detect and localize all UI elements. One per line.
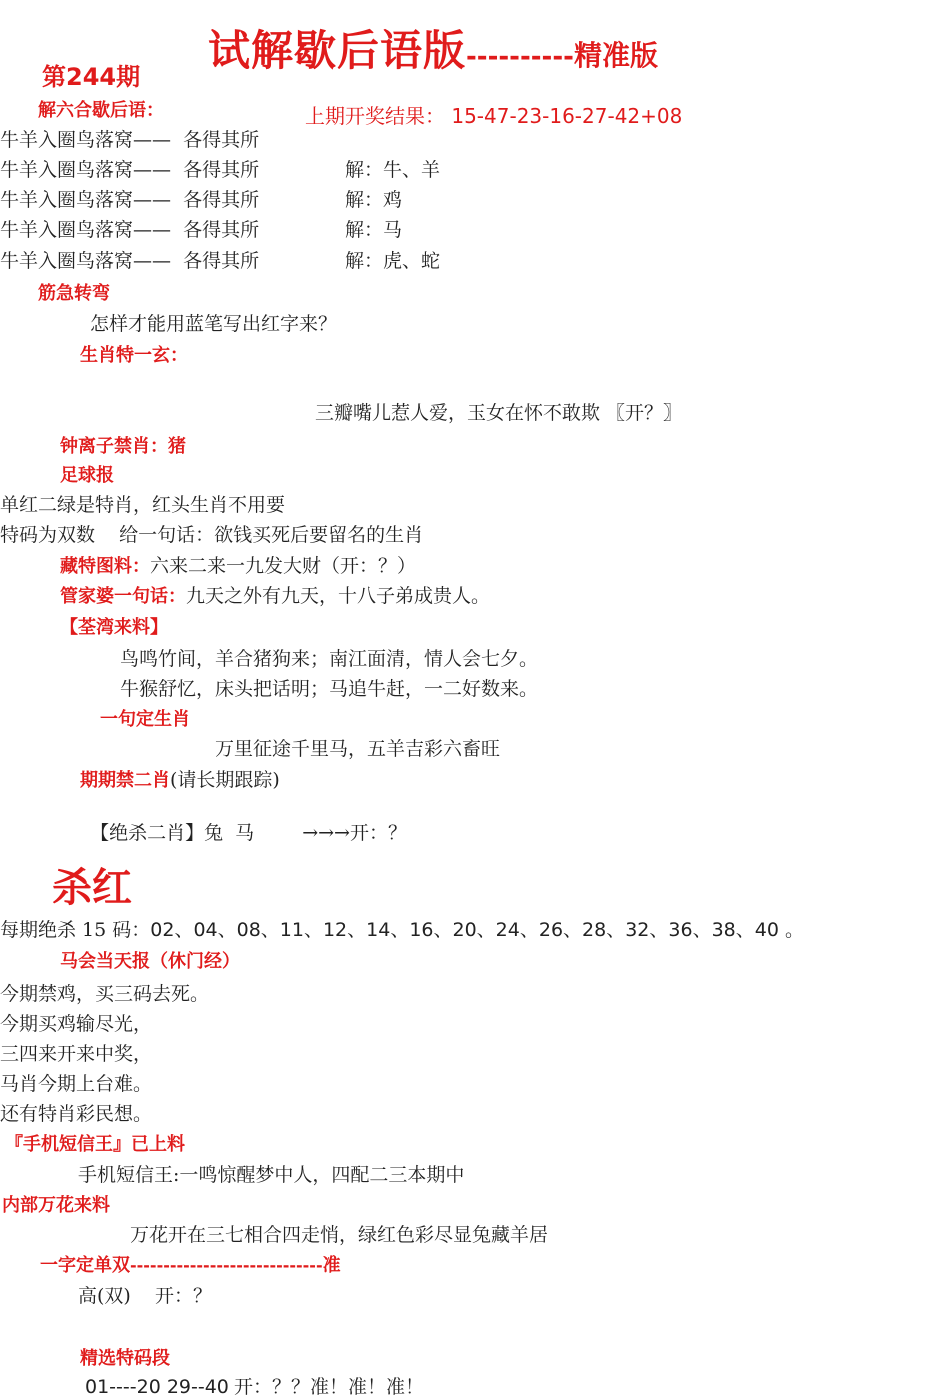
one-sentence-text: 万里征途千里马，五羊吉彩六畜旺 (215, 738, 501, 760)
proverb-solution: 解：马 (345, 219, 403, 241)
cangte-row (60, 551, 416, 578)
proverb-line (0, 125, 259, 152)
guanjiapo-label: 管家婆一句话： (60, 586, 186, 607)
football-line: 特码为双数 给一句话：欲钱买死后要留名的生肖 (0, 524, 424, 546)
proverb-line (0, 215, 259, 242)
danshuang-suffix: 准 (322, 1255, 341, 1276)
cangte-label: 藏特图料： (60, 556, 150, 577)
guanjiapo-text: 九天之外有九天，十八子弟成贵人。 (186, 585, 491, 607)
proverb-answer: 各得其所 (183, 250, 260, 272)
title-dashes: ---------- (466, 42, 574, 72)
kill-red-heading: 杀红 (52, 865, 132, 911)
title-suffix: 精准版 (573, 39, 658, 72)
wanhua-heading: 内部万花来料 (2, 1195, 110, 1216)
horse-news-line: 三四来开来中奖， (0, 1043, 153, 1065)
tema-range: 01----20 29--40 (85, 1376, 229, 1398)
brain-teaser-question: 怎样才能用蓝笔写出红字来？ (90, 313, 338, 335)
proverb-answer: 各得其所 (183, 129, 260, 151)
guanjiapo-row (60, 581, 490, 608)
quanwan-heading: 【荃湾来料】 (60, 617, 168, 638)
kill-red-label: 每期绝杀 15 码： (0, 919, 151, 941)
football-heading: 足球报 (60, 465, 114, 486)
horse-news-line: 今期禁鸡，买三码去死。 (0, 983, 210, 1005)
section-heading-proverb: 解六合歇后语： (38, 100, 164, 121)
zhonglizi-ban: 钟离子禁肖：猪 (60, 436, 186, 457)
danshuang-row (40, 1251, 341, 1277)
two-ban-note: (请长期跟踪) (170, 769, 280, 791)
page-title-row (208, 18, 658, 78)
two-ban-row (80, 765, 280, 792)
proverb-line (0, 185, 259, 212)
brain-teaser-heading: 筋急转弯 (38, 283, 110, 304)
horse-news-line: 还有特肖彩民想。 (0, 1103, 153, 1125)
horse-news-line: 今期买鸡输尽光， (0, 1013, 153, 1035)
kill-two-label: 【绝杀二肖】兔 马 (90, 822, 255, 844)
proverb-solution: 解：虎、蛇 (345, 250, 441, 272)
kill-two-row (78, 796, 407, 845)
kill-two-arrows: →→→开：？ (302, 822, 407, 844)
quanwan-line: 鸟鸣竹间，羊合猪狗来；南江面清，情人会七夕。 (120, 648, 539, 670)
danshuang-dashes: ----------------------------- (130, 1256, 323, 1275)
tema-heading: 精选特码段 (80, 1348, 170, 1369)
page-title: 试解歇后语版 (208, 26, 467, 75)
wanhua-text: 万花开在三七相合四走悄，绿红色彩尽显兔藏羊居 (130, 1224, 549, 1246)
proverb-solution: 解：鸡 (345, 189, 403, 211)
sms-king-text: 手机短信王:一鸣惊醒梦中人，四配二三本期中 (78, 1164, 465, 1186)
sms-king-heading: 『手机短信王』已上料 (5, 1134, 185, 1155)
horse-news-heading: 马会当天报（休门经） (60, 951, 240, 972)
proverb-answer: 各得其所 (183, 159, 260, 181)
proverb-answer: 各得其所 (183, 189, 260, 211)
zodiac-mystery-heading: 生肖特一玄： (80, 345, 188, 366)
tema-tail: 开：？？准！准！准！ (233, 1376, 424, 1398)
cangte-text: 六来二来一九发大财（开：？） (150, 555, 417, 577)
proverb-line (0, 155, 259, 182)
proverb-solution: 解：牛、羊 (345, 159, 441, 181)
football-line: 单红二绿是特肖，红头生肖不用要 (0, 494, 286, 516)
proverb-text: 牛羊入圈鸟落窝—— (0, 129, 172, 151)
horse-news-line: 马肖今期上台难。 (0, 1073, 153, 1095)
two-ban-heading: 期期禁二肖 (80, 770, 170, 791)
quanwan-line: 牛猴舒忆，床头把话明；马追牛赶，一二好数来。 (120, 678, 539, 700)
proverb-text: 牛羊入圈鸟落窝—— (0, 189, 172, 211)
issue-number: 第244期 (42, 63, 141, 91)
danshuang-heading: 一字定单双 (40, 1255, 130, 1276)
kill-red-numbers: 02、04、08、11、12、14、16、20、24、26、28、32、36、38、40 。 (150, 919, 804, 941)
kill-red-row (0, 915, 804, 942)
last-result-value: 15-47-23-16-27-42+08 (451, 104, 683, 128)
proverb-answer: 各得其所 (183, 219, 260, 241)
proverb-line (0, 246, 259, 273)
last-result-label: 上期开奖结果： (305, 104, 445, 128)
proverb-text: 牛羊入圈鸟落窝—— (0, 250, 172, 272)
tema-row (85, 1372, 424, 1399)
danshuang-text: 高(双) 开：？ (78, 1285, 212, 1307)
proverb-text: 牛羊入圈鸟落窝—— (0, 219, 172, 241)
zodiac-mystery-text: 三瓣嘴儿惹人爱，玉女在怀不敢欺 〖开？〗 (315, 402, 683, 424)
one-sentence-heading: 一句定生肖 (100, 709, 190, 730)
proverb-text: 牛羊入圈鸟落窝—— (0, 159, 172, 181)
last-result (305, 100, 682, 129)
